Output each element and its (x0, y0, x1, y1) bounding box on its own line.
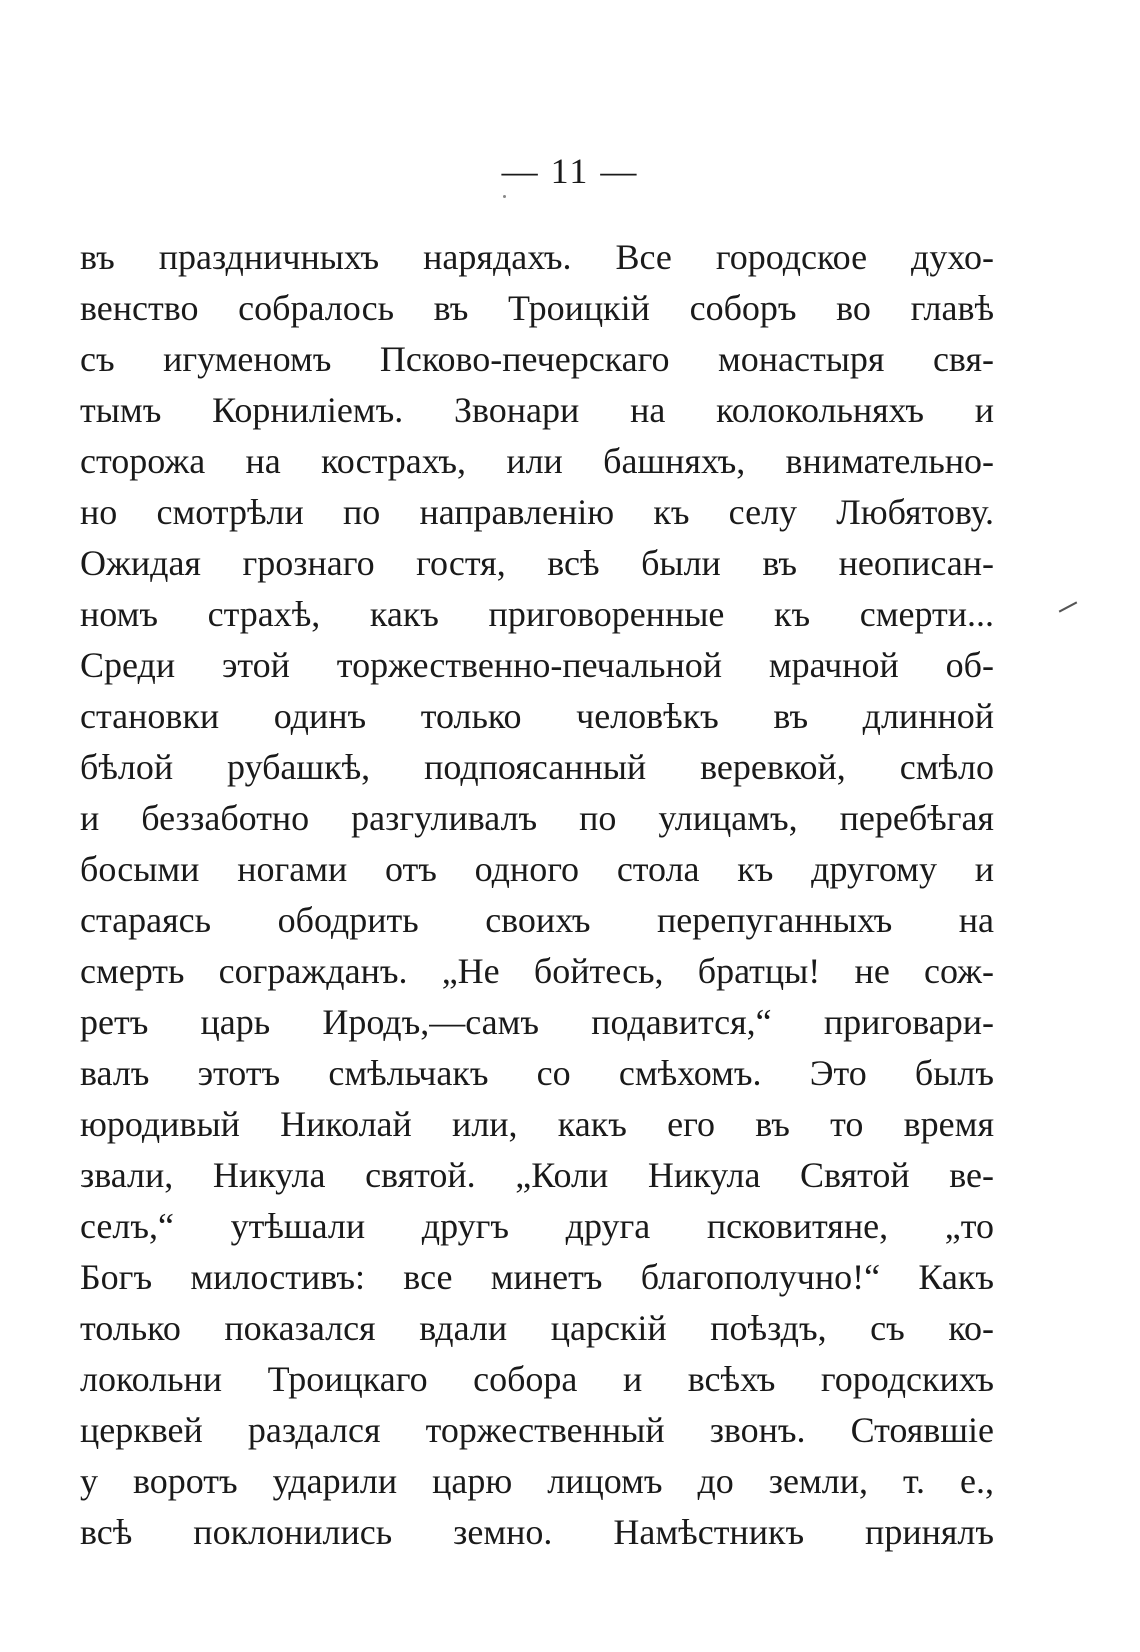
text-line: ретъ царь Иродъ,—самъ подавится,“ приговари- (80, 1002, 994, 1042)
text-line: звали, Никула святой. „Коли Никула Святой ве- (80, 1155, 994, 1195)
text-line: босыми ногами отъ одного стола къ другому и (80, 849, 994, 889)
text-line: церквей раздался торжественный звонъ. Стоявшіе (80, 1410, 994, 1450)
text-line: юродивый Николай или, какъ его въ то время (80, 1104, 994, 1144)
text-line: селъ,“ утѣшали другъ друга псковитяне, „то (80, 1206, 994, 1246)
text-line: локольни Троицкаго собора и всѣхъ городскихъ (80, 1359, 994, 1399)
text-line: но смотрѣли по направленію къ селу Любятову. (80, 492, 994, 532)
text-line: Среди этой торжественно-печальной мрачной об- (80, 645, 994, 685)
text-line: валъ этотъ смѣльчакъ со смѣхомъ. Это былъ (80, 1053, 994, 1093)
text-line: всѣ поклонились земно. Намѣстникъ принялъ (80, 1512, 994, 1552)
text-line: становки одинъ только человѣкъ въ длинной (80, 696, 994, 736)
text-line: венство собралось въ Троицкій соборъ во главѣ (80, 288, 994, 328)
text-line: у воротъ ударили царю лицомъ до земли, т. е., (80, 1461, 994, 1501)
text-line: бѣлой рубашкѣ, подпоясанный веревкой, смѣло (80, 747, 994, 787)
ink-speck (503, 195, 506, 198)
body-text (80, 232, 994, 1558)
text-line: тымъ Корниліемъ. Звонари на колокольняхъ и (80, 390, 994, 430)
text-line: номъ страхѣ, какъ приговоренные къ смерти... (80, 594, 994, 634)
margin-mark (1059, 601, 1078, 612)
page-number: — 11 — (501, 151, 639, 191)
text-line: съ игуменомъ Псково-печерскаго монастыря свя- (80, 339, 994, 379)
text-line: и беззаботно разгуливалъ по улицамъ, перебѣгая (80, 798, 994, 838)
text-line: только показался вдали царскій поѣздъ, съ ко- (80, 1308, 994, 1348)
text-line: Ожидая грознаго гостя, всѣ были въ неописан- (80, 543, 994, 583)
text-line: сторожа на кострахъ, или башняхъ, внимательно- (80, 441, 994, 481)
text-line: въ праздничныхъ нарядахъ. Все городское духо- (80, 237, 994, 277)
text-line: Богъ милостивъ: все минетъ благополучно!“ Какъ (80, 1257, 994, 1297)
text-line: смерть согражданъ. „Не бойтесь, братцы! не сож- (80, 951, 994, 991)
text-line: стараясь ободрить своихъ перепуганныхъ на (80, 900, 994, 940)
